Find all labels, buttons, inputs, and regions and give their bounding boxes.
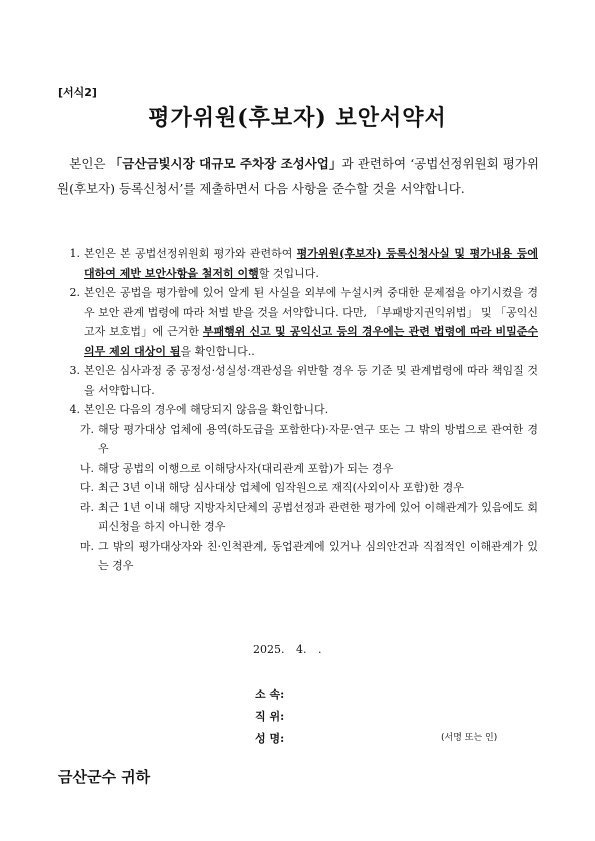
sub-item-text: 해당 평가대상 업체에 용역(하도급을 포함한다)·자문·연구 또는 그 밖의 방법으로 관여한 경우 [98,422,538,455]
pledge-text: 을 확인합니다.. [180,344,255,358]
name-field [255,730,313,746]
sub-item-number: 다. [79,481,94,494]
name-label: 성 명: [255,732,285,745]
pledge-number: 1. [69,247,80,260]
sub-item-da [60,478,538,498]
pledge-text: 본인은 심사과정 중 공정성·성실성·객관성을 위반할 경우 등 기준 및 관계법령에 따라 책임질 것을 서약합니다. [84,364,538,397]
pledge-text: 본인은 본 공법선정위원회 평가와 관련하여 [84,247,297,260]
pledge-number: 2. [69,286,80,299]
sub-item-na [60,459,538,479]
addressee: 금산군수 귀하 [58,768,151,786]
pledge-number: 4. [69,403,80,416]
sub-item-number: 나. [79,461,94,475]
pledge-emphasis: 평가위원(후보자) 등록신청사실 및 평가내용 등에 대하여 제반 보안사항을 철저히 이행 [84,247,538,280]
position-label: 직 위: [255,710,285,723]
signing-date: 2025. 4. . [253,643,322,656]
affiliation-field [255,686,313,702]
pledge-item-2 [60,283,538,361]
pledge-number: 3. [69,364,80,377]
sub-item-text: 최근 3년 이내 해당 심사대상 업체에 임작원으로 재직(사외이사 포함)한 경우 [98,481,464,494]
sub-item-text: 최근 1년 이내 해당 지방자치단체의 공법선정과 관련한 평가에 있어 이해관계가 있음에도 회피신청을 하지 아니한 경우 [98,500,538,533]
affiliation-label: 소 속: [255,688,285,701]
sub-item-ra [60,498,538,537]
intro-post: 과 관련하여 ‘공법선정위원회 평가위원(후보자) 등록신청서’를 제출하면서 다음 사항을 준수할 것을 서약합니다. [57,156,540,196]
project-name: 「금산금빛시장 대규모 주차장 조성사업」 [109,156,342,171]
sub-item-number: 라. [79,500,94,514]
sub-item-ga [60,420,538,459]
sub-item-number: 가. [79,422,94,436]
pledge-emphasis: 부패행위 신고 및 공익신고 등의 경우에는 관련 법령에 따라 비밀준수의무 제외 대상이 됨 [84,325,539,358]
pledge-item-1 [60,244,538,283]
intro-paragraph [57,151,539,201]
document-title: 평가위원(후보자) 보안서약서 [148,105,447,131]
form-number-label: [서식2] [58,86,97,99]
sub-item-text: 그 밖의 평가대상자와 친·인척관계, 동업관계에 있거나 심의안건과 직접적인 이해관계가 있는 경우 [98,539,538,572]
pledge-text: 본인은 공법을 평가함에 있어 알게 된 사실을 외부에 누설시켜 중대한 문제점을 야기시켰을 경우 보안 관계 법령에 따라 처벌 받을 것을 서약합니다. 다만, 「부패방지권익위법」 및 「공익신고자 보호법」에 근거한 [84,286,538,338]
signature-note: (서명 또는 인) [441,733,498,743]
pledge-text: 할 것입니다. [258,266,319,280]
sub-item-text: 해당 공법의 이행으로 이해당사자(대리관계 포함)가 되는 경우 [98,461,394,475]
pledge-list [60,244,538,576]
pledge-item-3 [60,361,538,400]
pledge-text: 본인은 다음의 경우에 해당되지 않음을 확인합니다. [84,403,329,416]
position-field [255,708,313,724]
sub-item-number: 마. [79,539,94,553]
sub-item-ma [60,537,538,576]
pledge-item-4 [60,400,538,420]
intro-pre: 본인은 [69,156,110,171]
